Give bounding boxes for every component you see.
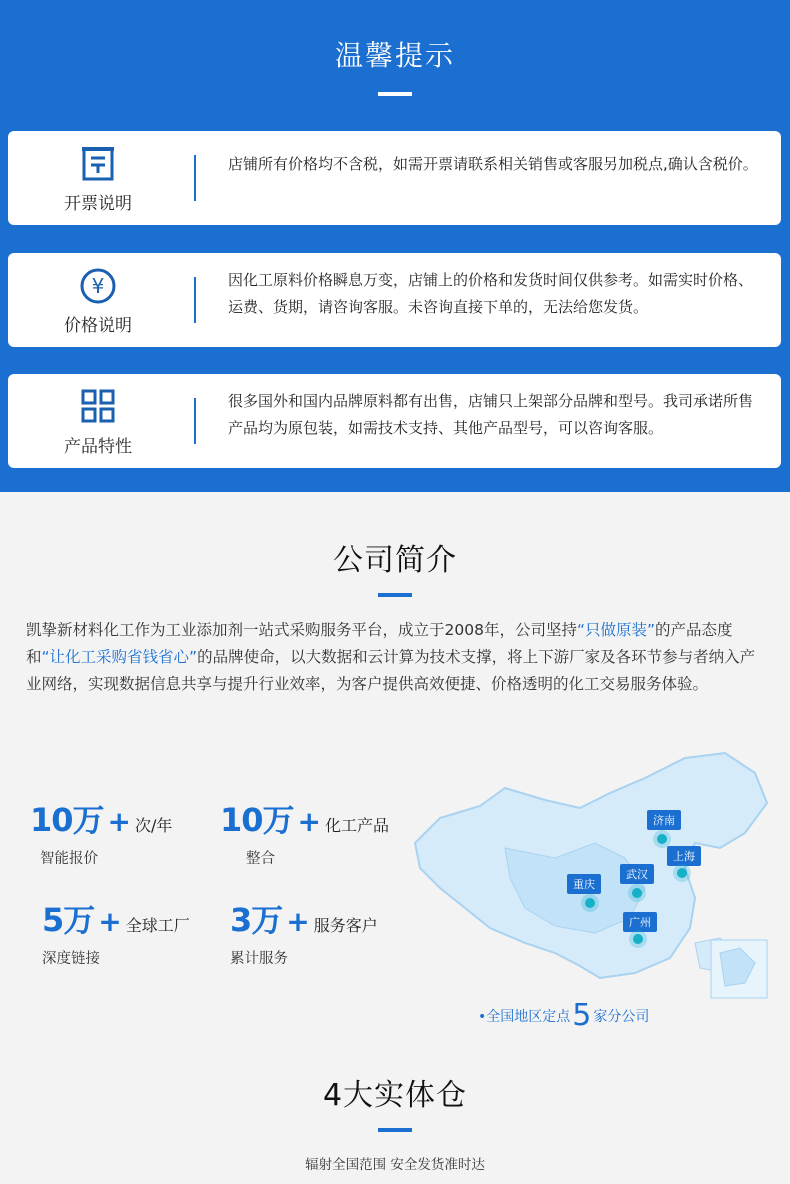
grid-icon [8,388,188,426]
company-intro [26,617,770,698]
notice-section [0,0,790,492]
intro-text: 的产品态度和 [26,621,733,666]
yen-icon [8,267,188,305]
city-label-chongqing: 重庆 [567,874,601,894]
stat-value: 10万 [30,801,104,839]
invoice-card [8,131,781,225]
stat-factories [42,895,190,968]
branch-number: 5 [572,998,592,1033]
slogan-highlight: “只做原装” [576,621,656,639]
divider [194,155,196,201]
stat-caption: 整合 [246,851,275,867]
price-label: 价格说明 [64,316,132,336]
city-label-wuhan: 武汉 [620,864,654,884]
map-pin [677,868,687,878]
stat-caption: 累计服务 [230,951,288,967]
stat-value: 5万 [42,901,95,939]
title-underline [378,593,412,597]
intro-text: 凯挚新材料化工作为工业添加剂一站式采购服务平台，成立于2008年，公司坚持 [26,621,577,639]
map-pin [632,888,642,898]
price-card [8,253,781,347]
stat-unit: 服务客户 [313,916,378,935]
plus-sign: + [107,805,132,838]
china-map [395,748,775,1008]
plus-sign: + [297,805,322,838]
map-pin [633,934,643,944]
stat-unit: 次/年 [135,816,173,835]
intro-text: 的品牌使命，以大数据和云计算为技术支撑，将上下游厂家及各环节参与者纳入产业网络，实现数据信息共享与提升行业效率，为客户提供高效便捷、价格透明的化工交易服务体验。 [26,648,756,693]
stat-value: 3万 [230,901,283,939]
divider [194,398,196,444]
city-label-guangzhou: 广州 [623,912,657,932]
plus-sign: + [286,905,310,938]
title-underline [378,92,412,96]
title-underline [378,1128,412,1132]
stat-products [220,795,389,868]
product-card [8,374,781,468]
warehouse-subtitle: 辐射全国范围 安全发货准时达 [305,1157,485,1173]
stat-unit: 全球工厂 [125,916,190,935]
invoice-icon [8,145,188,183]
notice-title: 温馨提示 [334,39,455,72]
map-pin [657,834,667,844]
product-desc: 很多国外和国内品牌原料都有出售，店铺只上架部分品牌和型号。我司承诺所售产品均为原包装，如需技术支持、其他产品型号，可以咨询客服。 [228,392,754,437]
city-label-shanghai: 上海 [667,846,701,866]
stat-unit: 化工产品 [325,816,390,835]
stat-value: 10万 [220,801,294,839]
slogan-highlight: “让化工采购省钱省心” [41,648,198,666]
map-pin [585,898,595,908]
stat-quotes [30,795,172,868]
plus-sign: + [98,905,122,938]
divider [194,277,196,323]
svg-text:¥: ¥ [91,274,105,298]
stat-caption: 深度链接 [42,951,100,967]
branch-prefix: •全国地区定点 [478,1009,571,1025]
warehouse-title: 4大实体仓 [322,1078,468,1113]
invoice-label: 开票说明 [64,194,132,214]
stat-caption: 智能报价 [40,851,98,867]
company-title: 公司简介 [333,543,457,578]
stat-customers [230,895,378,968]
invoice-desc: 店铺所有价格均不含税，如需开票请联系相关销售或客服另加税点,确认含税价。 [228,155,758,173]
branch-count [478,998,649,1033]
product-label: 产品特性 [64,437,132,457]
price-desc: 因化工原料价格瞬息万变，店铺上的价格和发货时间仅供参考。如需实时价格、运费、货期，请咨询客服。未咨询直接下单的，无法给您发货。 [228,271,754,316]
city-label-jinan: 济南 [647,810,681,830]
branch-suffix: 家分公司 [593,1009,650,1025]
